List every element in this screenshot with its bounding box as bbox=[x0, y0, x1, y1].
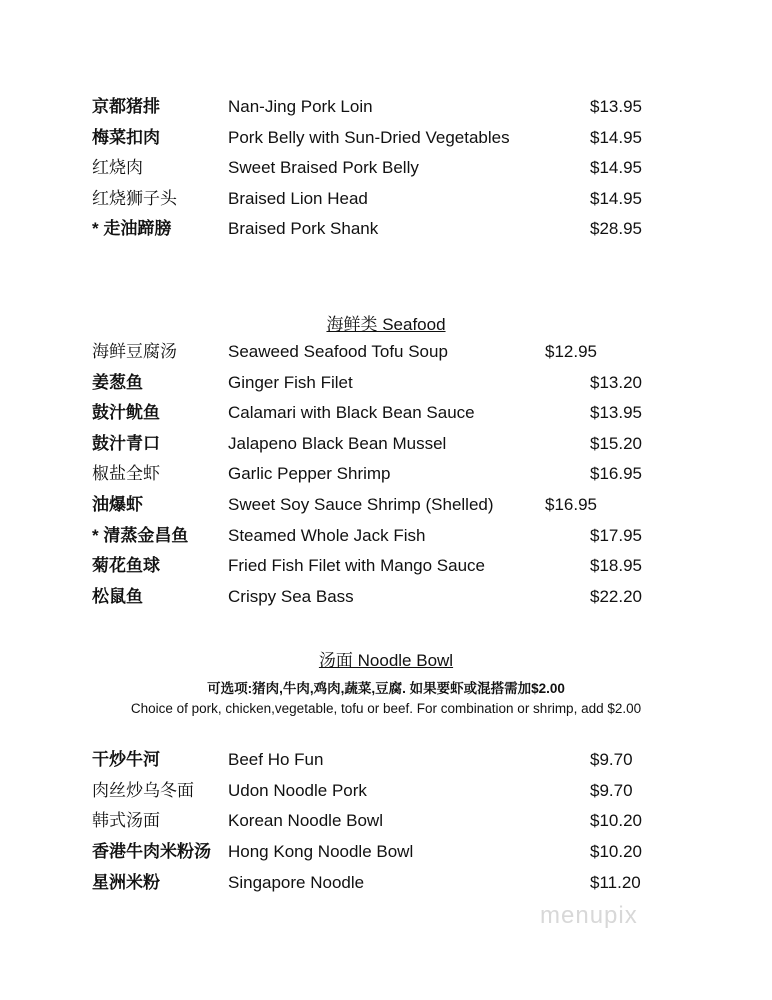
price: $12.95 bbox=[545, 342, 597, 361]
menu-item bbox=[0, 837, 772, 867]
menu-item bbox=[0, 429, 772, 459]
menu-item bbox=[0, 806, 772, 836]
english-name: Sweet Braised Pork Belly bbox=[228, 158, 419, 177]
noodle-heading: 汤面 Noodle Bowl bbox=[318, 651, 454, 670]
chinese-name: 干炒牛河 bbox=[92, 750, 160, 769]
price: $9.70 bbox=[590, 780, 633, 800]
price: $16.95 bbox=[545, 495, 597, 514]
menu-item bbox=[0, 337, 772, 367]
price: $13.95 bbox=[590, 97, 642, 116]
english-name: Beef Ho Fun bbox=[228, 750, 324, 769]
menu-item bbox=[0, 745, 772, 775]
menu-item bbox=[0, 490, 772, 520]
menu-item bbox=[0, 184, 772, 214]
chinese-name: 韩式汤面 bbox=[92, 811, 160, 831]
chinese-name: * 走油蹄膀 bbox=[92, 219, 172, 238]
chinese-name: 香港牛肉米粉汤 bbox=[92, 842, 211, 862]
price: $22.20 bbox=[590, 586, 642, 606]
english-name: Braised Lion Head bbox=[228, 188, 368, 208]
menu-item bbox=[0, 582, 772, 612]
price: $11.20 bbox=[590, 872, 641, 892]
english-name: Calamari with Black Bean Sauce bbox=[228, 403, 475, 423]
price: $18.95 bbox=[590, 556, 642, 576]
chinese-name: 椒盐全虾 bbox=[92, 464, 160, 484]
english-name: Sweet Soy Sauce Shrimp (Shelled) bbox=[228, 495, 494, 514]
english-name: Garlic Pepper Shrimp bbox=[228, 464, 391, 484]
english-name: Singapore Noodle bbox=[228, 872, 365, 892]
price: $14.95 bbox=[590, 188, 642, 208]
price: $16.95 bbox=[590, 464, 642, 484]
chinese-name: 菊花鱼球 bbox=[92, 556, 160, 576]
menu-item bbox=[0, 776, 772, 806]
english-name: Pork Belly with Sun-Dried Vegetables bbox=[228, 127, 510, 147]
menu-item bbox=[0, 521, 772, 551]
price: $10.20 bbox=[590, 842, 642, 862]
english-name: Steamed Whole Jack Fish bbox=[228, 525, 426, 545]
chinese-name: 红烧肉 bbox=[92, 158, 143, 177]
english-name: Braised Pork Shank bbox=[228, 219, 379, 238]
watermark-logo: menupix bbox=[540, 902, 638, 929]
price: $14.95 bbox=[590, 127, 642, 147]
english-name: Udon Noodle Pork bbox=[228, 780, 367, 800]
english-name: Seaweed Seafood Tofu Soup bbox=[228, 342, 448, 361]
chinese-name: 星洲米粉 bbox=[92, 872, 160, 892]
chinese-name: 鼓汁青口 bbox=[92, 433, 160, 453]
menu-item bbox=[0, 123, 772, 153]
english-name: Ginger Fish Filet bbox=[228, 372, 353, 392]
menu-item bbox=[0, 868, 772, 898]
price: $13.95 bbox=[590, 403, 642, 423]
chinese-name: 松鼠鱼 bbox=[92, 586, 143, 606]
chinese-name: 姜葱鱼 bbox=[92, 372, 143, 392]
price: $17.95 bbox=[590, 525, 642, 545]
english-name: Crispy Sea Bass bbox=[228, 586, 354, 606]
price: $14.95 bbox=[590, 158, 642, 177]
price: $10.20 bbox=[590, 811, 642, 831]
english-name: Jalapeno Black Bean Mussel bbox=[228, 433, 447, 453]
english-name: Nan-Jing Pork Loin bbox=[228, 97, 373, 116]
chinese-name: 油爆虾 bbox=[92, 495, 143, 514]
price: $28.95 bbox=[590, 219, 642, 238]
price: $15.20 bbox=[590, 433, 642, 453]
english-name: Fried Fish Filet with Mango Sauce bbox=[228, 556, 485, 576]
menu-item bbox=[0, 153, 772, 183]
noodle-note-english: Choice of pork, chicken,vegetable, tofu or beef. For combination or shrimp, add $2.00 bbox=[130, 701, 642, 716]
chinese-name: 海鲜豆腐汤 bbox=[92, 342, 177, 361]
noodle-note-chinese: 可选项:猪肉,牛肉,鸡肉,蔬菜,豆腐. 如果要虾或混搭需加$2.00 bbox=[207, 681, 565, 696]
seafood-heading: 海鲜类 Seafood bbox=[326, 315, 446, 334]
chinese-name: * 清蒸金昌鱼 bbox=[92, 525, 189, 545]
menu-item bbox=[0, 214, 772, 244]
price: $9.70 bbox=[590, 750, 633, 769]
chinese-name: 红烧狮子头 bbox=[92, 188, 177, 208]
english-name: Hong Kong Noodle Bowl bbox=[228, 842, 414, 862]
chinese-name: 梅菜扣肉 bbox=[92, 127, 160, 147]
price: $13.20 bbox=[590, 372, 642, 392]
menu-item bbox=[0, 368, 772, 398]
menu-item bbox=[0, 92, 772, 122]
menu-item bbox=[0, 398, 772, 428]
english-name: Korean Noodle Bowl bbox=[228, 811, 383, 831]
menu-item bbox=[0, 459, 772, 489]
chinese-name: 鼓汁鱿鱼 bbox=[92, 403, 160, 423]
chinese-name: 京都猪排 bbox=[92, 97, 160, 116]
chinese-name: 肉丝炒乌冬面 bbox=[92, 780, 194, 800]
menu-item bbox=[0, 551, 772, 581]
